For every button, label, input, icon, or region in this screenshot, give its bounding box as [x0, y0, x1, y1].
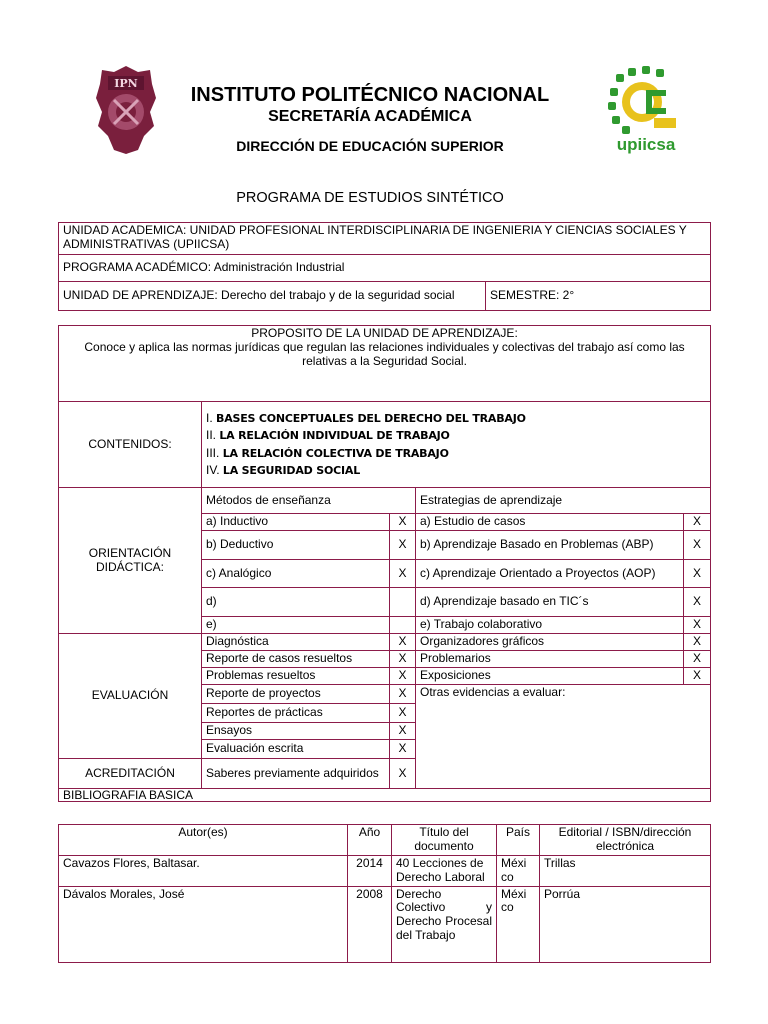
autor-cell: Cavazos Flores, Baltasar. [59, 856, 348, 887]
acreditacion-mark: X [390, 759, 416, 789]
col-header-titulo: Título del documento [392, 825, 497, 856]
bibliography-table [58, 824, 711, 963]
metodos-header: Métodos de enseñanza [202, 488, 416, 514]
metodo-item: b) Deductivo [202, 531, 390, 560]
programa-academico: PROGRAMA ACADÉMICO: Administración Industrial [59, 255, 711, 282]
pais-cell: Méxi co [497, 886, 540, 962]
proposito-title: PROPOSITO DE LA UNIDAD DE APRENDIZAJE: [251, 326, 518, 340]
estrategia-item: d) Aprendizaje basado en TIC´s [416, 588, 684, 617]
evidencia-item: Organizadores gráficos [416, 634, 684, 651]
metodo-mark: X [390, 531, 416, 560]
autor-cell: Dávalos Morales, José [59, 886, 348, 962]
estrategias-header: Estrategias de aprendizaje [416, 488, 711, 514]
contenido-item: II. LA RELACIÓN INDIVIDUAL DE TRABAJO [206, 428, 450, 442]
acreditacion-label: ACREDITACIÓN [59, 759, 202, 789]
info-table [58, 222, 711, 311]
semestre: SEMESTRE: 2° [486, 282, 711, 311]
unidad-academica: UNIDAD ACADEMICA: UNIDAD PROFESIONAL INTERDISCIPLINARIA DE INGENIERIA Y CIENCIAS SOCIALES Y ADMINISTRATIVAS (UPIICSA) [59, 223, 711, 255]
upiicsa-logo [606, 66, 686, 158]
otras-evidencias: Otras evidencias a evaluar: [416, 685, 711, 789]
secretariat-title: SECRETARÍA ACADÉMICA [268, 108, 472, 125]
col-header-autor: Autor(es) [59, 825, 348, 856]
estrategia-item: c) Aprendizaje Orientado a Proyectos (AOP) [416, 560, 684, 588]
metodo-mark: X [390, 514, 416, 531]
contenidos-label: CONTENIDOS: [59, 402, 202, 488]
evaluacion-item: Reportes de prácticas [202, 704, 390, 723]
metodo-mark: X [390, 560, 416, 588]
col-header-anio: Año [348, 825, 392, 856]
estrategia-mark: X [684, 560, 711, 588]
contenido-item: IV. LA SEGURIDAD SOCIAL [206, 463, 361, 477]
metodo-item: e) [202, 617, 390, 634]
evaluacion-mark: X [390, 704, 416, 723]
direction-title: DIRECCIÓN DE EDUCACIÓN SUPERIOR [236, 138, 504, 154]
metodo-item: c) Analógico [202, 560, 390, 588]
table-row [59, 856, 711, 887]
proposito-text: Conoce y aplica las normas jurídicas que regulan las relaciones individuales y colectivas del trabajo así como las relativas a la Seguridad Social. [84, 339, 685, 368]
evaluacion-mark: X [390, 634, 416, 651]
content-table [58, 325, 711, 802]
estrategia-item: b) Aprendizaje Basado en Problemas (ABP) [416, 531, 684, 560]
estrategia-item: a) Estudio de casos [416, 514, 684, 531]
metodo-item: a) Inductivo [202, 514, 390, 531]
evaluacion-item: Problemas resueltos [202, 668, 390, 685]
evaluacion-mark: X [390, 685, 416, 704]
svg-text:upiicsa: upiicsa [616, 135, 676, 154]
estrategia-mark: X [684, 531, 711, 560]
evidencia-mark: X [684, 668, 711, 685]
contenidos-list [202, 402, 711, 488]
evaluacion-item: Evaluación escrita [202, 740, 390, 759]
orientacion-label: ORIENTACIÓN DIDÁCTICA: [59, 488, 202, 634]
table-row [59, 886, 711, 962]
proposito-cell [59, 326, 711, 402]
contenido-item: I. BASES CONCEPTUALES DEL DERECHO DEL TRABAJO [206, 410, 526, 425]
evaluacion-label: EVALUACIÓN [59, 634, 202, 759]
evaluacion-item: Ensayos [202, 723, 390, 740]
estrategia-mark: X [684, 617, 711, 634]
evaluacion-mark: X [390, 651, 416, 668]
institution-title: INSTITUTO POLITÉCNICO NACIONAL [190, 84, 550, 106]
estrategia-mark: X [684, 588, 711, 617]
svg-text:IPN: IPN [114, 77, 138, 90]
evidencia-item: Problemarios [416, 651, 684, 668]
evaluacion-item: Reporte de casos resueltos [202, 651, 390, 668]
program-type-title: PROGRAMA DE ESTUDIOS SINTÉTICO [236, 190, 504, 206]
titulo-cell: 40 Lecciones de Derecho Laboral [392, 856, 497, 887]
evaluacion-mark: X [390, 740, 416, 759]
metodo-mark [390, 588, 416, 617]
titulo-cell: Derecho Colectivo y Derecho Procesal del Trabajo [392, 886, 497, 962]
evaluacion-item: Reporte de proyectos [202, 685, 390, 704]
estrategia-mark: X [684, 514, 711, 531]
pais-cell: Méxi co [497, 856, 540, 887]
anio-cell: 2008 [348, 886, 392, 962]
editorial-cell: Trillas [540, 856, 711, 887]
evidencia-mark: X [684, 651, 711, 668]
editorial-cell: Porrúa [540, 886, 711, 962]
evaluacion-item: Diagnóstica [202, 634, 390, 651]
evidencia-item: Exposiciones [416, 668, 684, 685]
col-header-editorial: Editorial / ISBN/dirección electrónica [540, 825, 711, 856]
evaluacion-mark: X [390, 668, 416, 685]
unidad-aprendizaje: UNIDAD DE APRENDIZAJE: Derecho del trabajo y de la seguridad social [59, 282, 486, 311]
evidencia-mark: X [684, 634, 711, 651]
metodo-mark [390, 617, 416, 634]
bibliografia-label: BIBLIOGRAFIA BASICA [59, 789, 711, 802]
estrategia-item: e) Trabajo colaborativo [416, 617, 684, 634]
metodo-item: d) [202, 588, 390, 617]
col-header-pais: País [497, 825, 540, 856]
evaluacion-mark: X [390, 723, 416, 740]
anio-cell: 2014 [348, 856, 392, 887]
acreditacion-item: Saberes previamente adquiridos [202, 759, 390, 789]
contenido-item: III. LA RELACIÓN COLECTIVA DE TRABAJO [206, 445, 449, 460]
